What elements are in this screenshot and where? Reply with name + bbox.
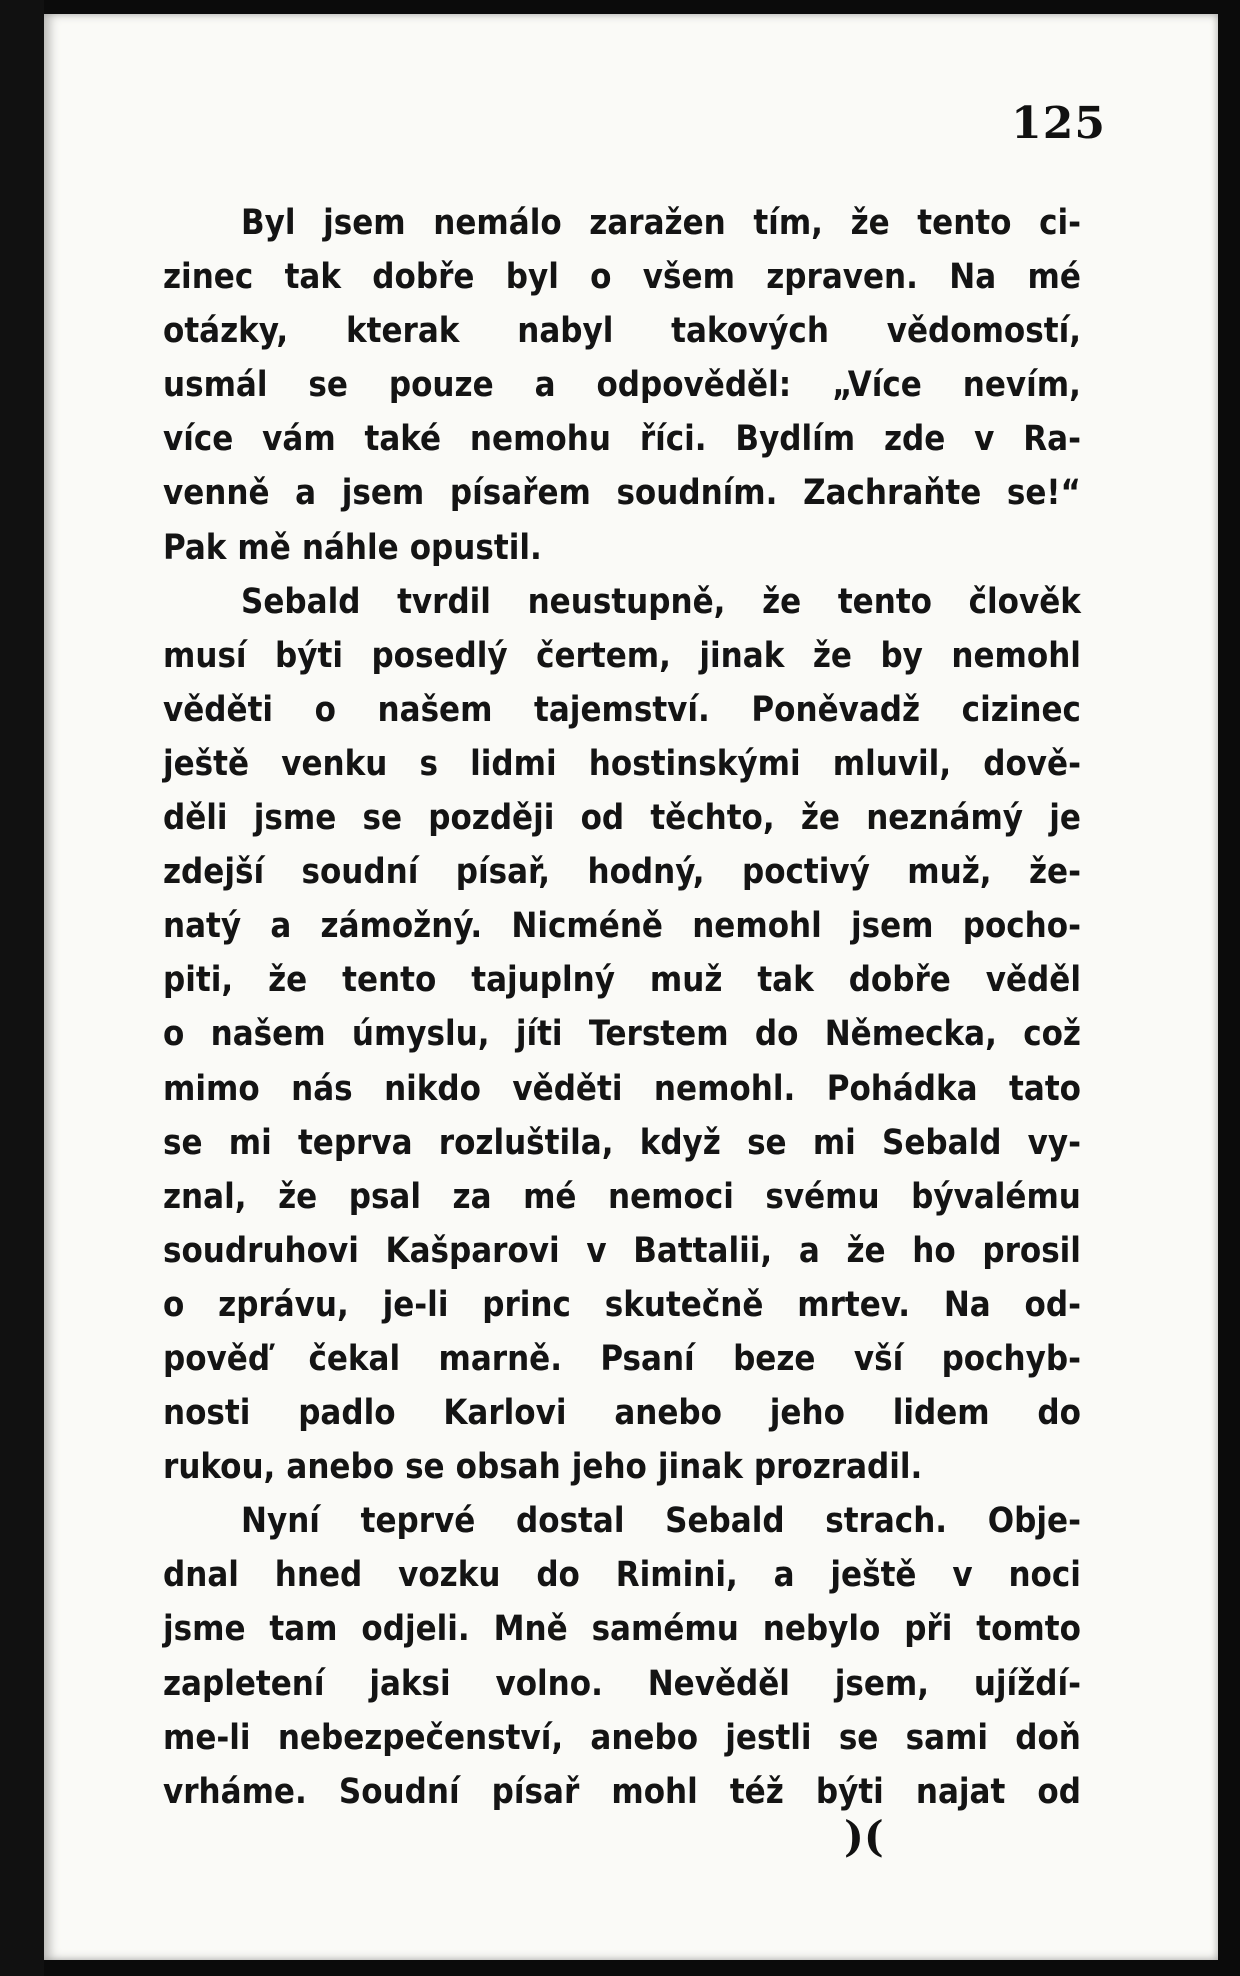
text-line: dnal hned vozku do Rimini, a ještě v noci xyxy=(163,1555,1081,1596)
text-line: Nyní teprvé dostal Sebald strach. Obje- xyxy=(241,1501,1081,1542)
text-line: soudruhovi Kašparovi v Battalii, a že ho prosil xyxy=(163,1230,1081,1271)
book-page xyxy=(44,14,1218,1960)
text-line: natý a zámožný. Nicméně nemohl jsem pocho- xyxy=(163,906,1081,947)
text-line: zdejší soudní písař, hodný, poctivý muž, že- xyxy=(163,852,1081,893)
page-text xyxy=(163,196,1081,1819)
text-line: nosti padlo Karlovi anebo jeho lidem do xyxy=(163,1393,1081,1434)
text-line: zapletení jaksi volno. Nevěděl jsem, ujíždí- xyxy=(163,1663,1081,1704)
text-line: mimo nás nikdo věděti nemohl. Pohádka tato xyxy=(163,1068,1081,1109)
text-line: o našem úmyslu, jíti Terstem do Německa, což xyxy=(163,1014,1081,1055)
text-line: znal, že psal za mé nemoci svému bývalému xyxy=(163,1176,1081,1217)
text-line: venně a jsem písařem soudním. Zachraňte se!“ xyxy=(163,473,1081,514)
page-number: 125 xyxy=(1011,98,1106,149)
text-line: piti, že tento tajuplný muž tak dobře věděl xyxy=(163,960,1081,1001)
text-line: pověď čekal marně. Psaní beze vší pochyb- xyxy=(163,1338,1081,1379)
text-line: o zprávu, je-li princ skutečně mrtev. Na od- xyxy=(163,1284,1081,1325)
text-line: věděti o našem tajemství. Poněvadž cizinec xyxy=(163,689,1081,730)
text-line: me-li nebezpečenství, anebo jestli se sami doň xyxy=(163,1717,1081,1758)
text-line: usmál se pouze a odpověděl: „Více nevím, xyxy=(163,365,1081,406)
text-line: otázky, kterak nabyl takových vědomostí, xyxy=(163,311,1081,352)
scan-border xyxy=(0,0,44,1976)
printer-mark: )( xyxy=(844,1812,884,1861)
text-line: jsme tam odjeli. Mně samému nebylo při tomto xyxy=(163,1609,1081,1650)
text-line: vrháme. Soudní písař mohl též býti najat od xyxy=(163,1771,1081,1812)
text-line: rukou, anebo se obsah jeho jinak prozradil. xyxy=(163,1447,923,1488)
text-line: Sebald tvrdil neustupně, že tento člověk xyxy=(241,581,1081,622)
text-line: musí býti posedlý čertem, jinak že by nemohl xyxy=(163,635,1081,676)
text-line: Byl jsem nemálo zaražen tím, že tento ci- xyxy=(241,203,1081,243)
text-line: zinec tak dobře byl o všem zpraven. Na mé xyxy=(163,257,1081,298)
text-line: se mi teprva rozluštila, když se mi Sebald vy- xyxy=(163,1122,1081,1163)
text-line: více vám také nemohu říci. Bydlím zde v Ra- xyxy=(163,419,1081,460)
text-line: ještě venku s lidmi hostinskými mluvil, dově- xyxy=(163,743,1081,784)
text-line: děli jsme se později od těchto, že neznámý je xyxy=(163,798,1081,839)
text-line: Pak mě náhle opustil. xyxy=(163,527,542,568)
